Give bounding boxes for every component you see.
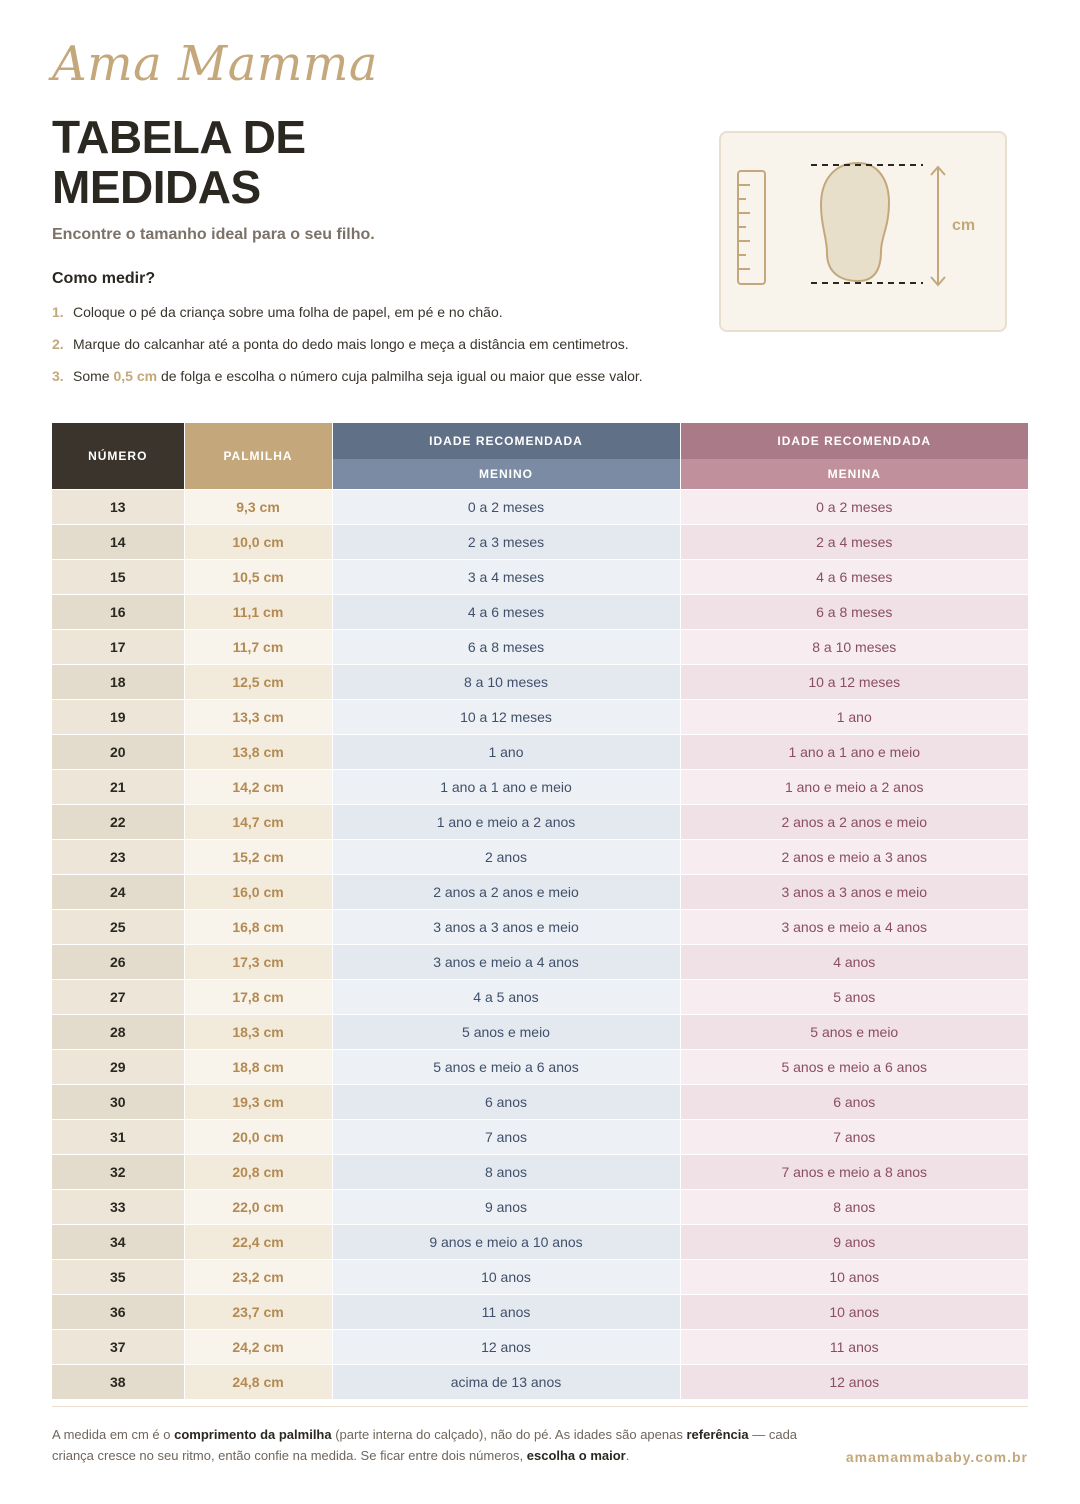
footer-text: — cada criança cresce no seu ritmo, então confie na medida. Se ficar entre dois números, xyxy=(52,1427,798,1463)
brand-logo: Ama Mamma xyxy=(52,36,378,92)
size-table xyxy=(52,423,1028,1399)
cell-age-boy: 7 anos xyxy=(332,1119,680,1154)
howto-steps xyxy=(52,302,692,398)
foot-measure-illustration xyxy=(719,131,1007,332)
table-row xyxy=(52,1014,1028,1049)
cell-insole: 20,8 cm xyxy=(184,1154,332,1189)
cell-insole: 23,7 cm xyxy=(184,1294,332,1329)
step-text: Coloque o pé da criança sobre uma folha de papel, em pé e no chão. xyxy=(73,304,503,320)
cell-insole: 10,0 cm xyxy=(184,524,332,559)
cell-age-girl: 5 anos e meio a 6 anos xyxy=(680,1049,1028,1084)
cell-age-boy: 1 ano a 1 ano e meio xyxy=(332,769,680,804)
cell-number: 15 xyxy=(52,559,184,594)
cell-age-girl: 0 a 2 meses xyxy=(680,489,1028,524)
cell-number: 35 xyxy=(52,1259,184,1294)
cell-insole: 23,2 cm xyxy=(184,1259,332,1294)
cell-insole: 16,8 cm xyxy=(184,909,332,944)
table-row xyxy=(52,699,1028,734)
cell-age-girl: 7 anos xyxy=(680,1119,1028,1154)
table-row xyxy=(52,839,1028,874)
table-row xyxy=(52,1294,1028,1329)
header-number: NÚMERO xyxy=(52,423,184,489)
cell-number: 27 xyxy=(52,979,184,1014)
cell-number: 14 xyxy=(52,524,184,559)
table-row xyxy=(52,1049,1028,1084)
header-age-boy: IDADE RECOMENDADA xyxy=(332,423,680,459)
header-age-girl: IDADE RECOMENDADA xyxy=(680,423,1028,459)
cell-age-girl: 7 anos e meio a 8 anos xyxy=(680,1154,1028,1189)
cell-age-girl: 4 anos xyxy=(680,944,1028,979)
page-title-line1: TABELA DE xyxy=(52,111,306,163)
foot-ruler-icon xyxy=(721,133,1005,330)
cell-insole: 17,8 cm xyxy=(184,979,332,1014)
cell-age-girl: 1 ano a 1 ano e meio xyxy=(680,734,1028,769)
cell-number: 25 xyxy=(52,909,184,944)
step-number: 1. xyxy=(52,304,64,320)
cell-age-girl: 2 anos e meio a 3 anos xyxy=(680,839,1028,874)
cell-number: 26 xyxy=(52,944,184,979)
cell-insole: 10,5 cm xyxy=(184,559,332,594)
cell-number: 29 xyxy=(52,1049,184,1084)
cell-insole: 9,3 cm xyxy=(184,489,332,524)
cell-insole: 12,5 cm xyxy=(184,664,332,699)
footer-text: . xyxy=(625,1448,630,1463)
cell-age-boy: 9 anos xyxy=(332,1189,680,1224)
step-item xyxy=(52,302,692,334)
cell-age-girl: 2 anos a 2 anos e meio xyxy=(680,804,1028,839)
cell-age-boy: 2 a 3 meses xyxy=(332,524,680,559)
cell-number: 31 xyxy=(52,1119,184,1154)
table-row xyxy=(52,1224,1028,1259)
cell-age-boy: 8 anos xyxy=(332,1154,680,1189)
footer-bold: referência xyxy=(686,1427,749,1442)
step-text: de folga e escolha o número cuja palmilha seja igual ou maior que esse valor. xyxy=(157,368,643,384)
cell-insole: 11,1 cm xyxy=(184,594,332,629)
cell-number: 30 xyxy=(52,1084,184,1119)
cell-number: 33 xyxy=(52,1189,184,1224)
cell-age-boy: 12 anos xyxy=(332,1329,680,1364)
table-row xyxy=(52,524,1028,559)
step-item xyxy=(52,366,692,398)
cell-insole: 22,0 cm xyxy=(184,1189,332,1224)
cell-age-girl: 8 a 10 meses xyxy=(680,629,1028,664)
table-row xyxy=(52,769,1028,804)
cell-age-girl: 3 anos e meio a 4 anos xyxy=(680,909,1028,944)
table-row xyxy=(52,594,1028,629)
table-row xyxy=(52,1154,1028,1189)
table-row xyxy=(52,1119,1028,1154)
page-title xyxy=(52,112,612,212)
cell-insole: 13,3 cm xyxy=(184,699,332,734)
cell-age-girl: 1 ano e meio a 2 anos xyxy=(680,769,1028,804)
table-row xyxy=(52,874,1028,909)
cell-number: 20 xyxy=(52,734,184,769)
table-row xyxy=(52,979,1028,1014)
step-number: 3. xyxy=(52,368,64,384)
cell-age-girl: 4 a 6 meses xyxy=(680,559,1028,594)
footer-bold: escolha o maior xyxy=(526,1448,626,1463)
table-row xyxy=(52,629,1028,664)
step-number: 2. xyxy=(52,336,64,352)
header-insole: PALMILHA xyxy=(184,423,332,489)
table-header-row xyxy=(52,423,1028,459)
cell-age-girl: 11 anos xyxy=(680,1329,1028,1364)
cell-insole: 18,8 cm xyxy=(184,1049,332,1084)
table-row xyxy=(52,489,1028,524)
cell-age-girl: 8 anos xyxy=(680,1189,1028,1224)
footer-bold: comprimento da palmilha xyxy=(174,1427,332,1442)
cell-number: 36 xyxy=(52,1294,184,1329)
footer-divider xyxy=(52,1406,1028,1407)
cell-age-girl: 6 anos xyxy=(680,1084,1028,1119)
size-table-body xyxy=(52,489,1028,1399)
cell-number: 24 xyxy=(52,874,184,909)
cell-insole: 11,7 cm xyxy=(184,629,332,664)
cell-age-boy: 5 anos e meio a 6 anos xyxy=(332,1049,680,1084)
cell-insole: 22,4 cm xyxy=(184,1224,332,1259)
cell-number: 22 xyxy=(52,804,184,839)
table-row xyxy=(52,559,1028,594)
cell-number: 16 xyxy=(52,594,184,629)
cell-insole: 18,3 cm xyxy=(184,1014,332,1049)
table-row xyxy=(52,909,1028,944)
cell-number: 18 xyxy=(52,664,184,699)
cell-age-boy: 1 ano xyxy=(332,734,680,769)
cell-age-boy: 2 anos a 2 anos e meio xyxy=(332,874,680,909)
table-row xyxy=(52,804,1028,839)
cell-insole: 15,2 cm xyxy=(184,839,332,874)
cell-number: 37 xyxy=(52,1329,184,1364)
cell-number: 13 xyxy=(52,489,184,524)
cell-number: 28 xyxy=(52,1014,184,1049)
table-row xyxy=(52,1329,1028,1364)
cell-age-boy: 3 anos e meio a 4 anos xyxy=(332,944,680,979)
cell-age-girl: 10 anos xyxy=(680,1294,1028,1329)
page-subtitle: Encontre o tamanho ideal para o seu filho. xyxy=(52,226,375,243)
table-row xyxy=(52,944,1028,979)
cell-number: 23 xyxy=(52,839,184,874)
cell-age-girl: 10 a 12 meses xyxy=(680,664,1028,699)
cell-age-girl: 9 anos xyxy=(680,1224,1028,1259)
cell-age-boy: 3 anos a 3 anos e meio xyxy=(332,909,680,944)
cell-insole: 13,8 cm xyxy=(184,734,332,769)
cell-number: 34 xyxy=(52,1224,184,1259)
cell-age-boy: 6 a 8 meses xyxy=(332,629,680,664)
cell-insole: 19,3 cm xyxy=(184,1084,332,1119)
cell-age-boy: acima de 13 anos xyxy=(332,1364,680,1399)
cell-age-girl: 1 ano xyxy=(680,699,1028,734)
cell-age-boy: 11 anos xyxy=(332,1294,680,1329)
cell-age-boy: 10 a 12 meses xyxy=(332,699,680,734)
footer-note xyxy=(52,1424,812,1466)
cell-insole: 17,3 cm xyxy=(184,944,332,979)
cell-number: 38 xyxy=(52,1364,184,1399)
page-title-line2: MEDIDAS xyxy=(52,161,261,213)
cell-age-girl: 6 a 8 meses xyxy=(680,594,1028,629)
cell-age-boy: 0 a 2 meses xyxy=(332,489,680,524)
cell-age-boy: 2 anos xyxy=(332,839,680,874)
table-row xyxy=(52,664,1028,699)
cell-age-boy: 4 a 5 anos xyxy=(332,979,680,1014)
cell-age-boy: 3 a 4 meses xyxy=(332,559,680,594)
cell-insole: 14,2 cm xyxy=(184,769,332,804)
cell-number: 17 xyxy=(52,629,184,664)
cell-age-boy: 10 anos xyxy=(332,1259,680,1294)
cell-number: 32 xyxy=(52,1154,184,1189)
cell-age-boy: 4 a 6 meses xyxy=(332,594,680,629)
unit-label: cm xyxy=(952,217,976,234)
cell-age-boy: 9 anos e meio a 10 anos xyxy=(332,1224,680,1259)
cell-age-boy: 1 ano e meio a 2 anos xyxy=(332,804,680,839)
step-text: Marque do calcanhar até a ponta do dedo mais longo e meça a distância em centimetros. xyxy=(73,336,629,352)
table-row xyxy=(52,1189,1028,1224)
cell-age-girl: 10 anos xyxy=(680,1259,1028,1294)
cell-insole: 16,0 cm xyxy=(184,874,332,909)
cell-insole: 20,0 cm xyxy=(184,1119,332,1154)
cell-age-boy: 6 anos xyxy=(332,1084,680,1119)
cell-age-girl: 5 anos xyxy=(680,979,1028,1014)
header-boy: MENINO xyxy=(332,459,680,489)
step-text: Some xyxy=(73,368,114,384)
cell-age-boy: 5 anos e meio xyxy=(332,1014,680,1049)
header-girl: MENINA xyxy=(680,459,1028,489)
cell-insole: 24,2 cm xyxy=(184,1329,332,1364)
step-highlight: 0,5 cm xyxy=(113,368,158,384)
cell-insole: 24,8 cm xyxy=(184,1364,332,1399)
table-row xyxy=(52,1259,1028,1294)
cell-age-boy: 8 a 10 meses xyxy=(332,664,680,699)
step-item xyxy=(52,334,692,366)
cell-insole: 14,7 cm xyxy=(184,804,332,839)
cell-age-girl: 5 anos e meio xyxy=(680,1014,1028,1049)
table-row xyxy=(52,1084,1028,1119)
cell-number: 19 xyxy=(52,699,184,734)
cell-age-girl: 12 anos xyxy=(680,1364,1028,1399)
footer-text: A medida em cm é o xyxy=(52,1427,175,1442)
website-link[interactable]: amamammababy.com.br xyxy=(845,1449,1028,1465)
table-row xyxy=(52,1364,1028,1399)
footer-text: (parte interna do calçado), não do pé. As idades são apenas xyxy=(331,1427,687,1442)
cell-age-girl: 3 anos a 3 anos e meio xyxy=(680,874,1028,909)
cell-number: 21 xyxy=(52,769,184,804)
howto-heading: Como medir? xyxy=(52,270,156,287)
table-row xyxy=(52,734,1028,769)
cell-age-girl: 2 a 4 meses xyxy=(680,524,1028,559)
